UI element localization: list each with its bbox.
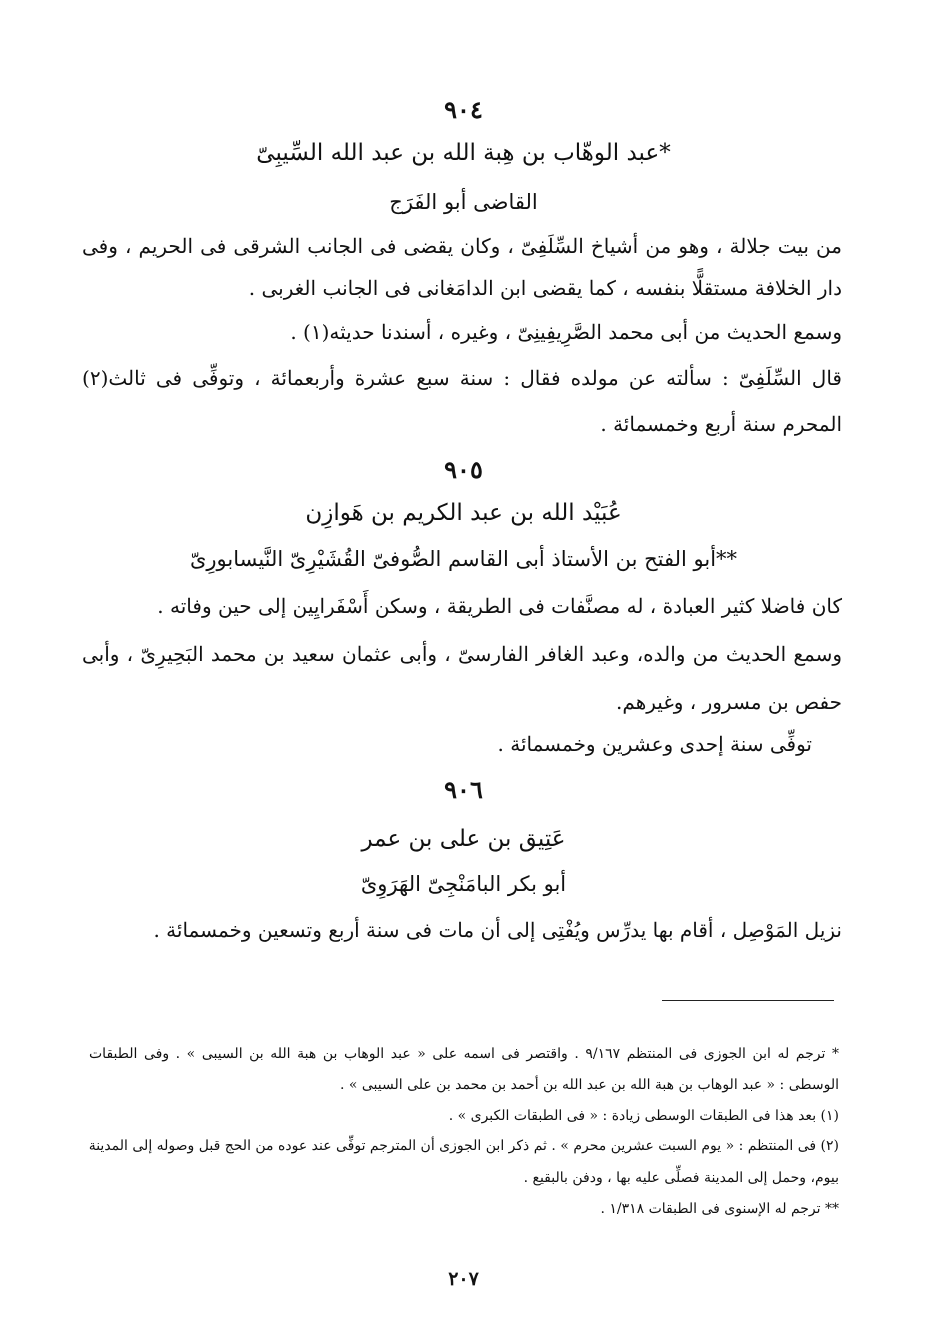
entry-text-line: قال السِّلَفِىّ : سألته عن مولده فقال : سنة سبع عشرة وأربعمائة ، وتوفِّى فى ثالث(٢) — [82, 366, 842, 390]
entry-text-line: وسمع الحديث من أبى محمد الصَّرِيفِينِىّ ، وغيره ، أسندنا حديثه(١) . — [290, 320, 842, 344]
entry-name: عَتِيق بن على بن عمر — [361, 826, 566, 852]
entry-number: ٩٠٦ — [444, 775, 483, 804]
entry-text-line: توفِّى سنة إحدى وعشرين وخمسمائة . — [497, 732, 812, 756]
entry-text-line: حفص بن مسرور ، وغيرهم. — [616, 690, 842, 714]
footnote-line: (١) بعد هذا فى الطبقات الوسطى زيادة : « فى الطبقات الكبرى » . — [448, 1108, 839, 1124]
entry-title: القاضى أبو الفَرَج — [389, 190, 538, 214]
entry-text-line: وسمع الحديث من والده، وعبد الغافر الفارسىّ ، وأبى عثمان سعيد بن محمد البَحِيرِىّ ، وأبى — [82, 642, 842, 666]
entry-text-line: المحرم سنة أربع وخمسمائة . — [600, 412, 842, 436]
footnote-line: بيوم، وحمل إلى المدينة فصلِّى عليه بها ، ودفن بالبقيع . — [523, 1170, 839, 1186]
footnote-line: ** ترجم له الإسنوى فى الطبقات ١/٣١٨ . — [600, 1201, 839, 1217]
entry-text-line: من بيت جلالة ، وهو من أشياخ السِّلَفِىّ ، وكان يقضى فى الجانب الشرقى فى الحريم ، وفى — [82, 234, 842, 258]
footnote-line: الوسطى : « عبد الوهاب بن هبة الله بن عبد الله بن أحمد بن محمد بن على السيبى » . — [339, 1077, 839, 1093]
entry-text-line: دار الخلافة مستقلًّا بنفسه ، كما يقضى ابن الدامَغانى فى الجانب الغربى . — [248, 276, 842, 300]
entry-number: ٩٠٤ — [444, 95, 483, 124]
entry-title: أبو الفتح بن الأستاذ أبى القاسم الصُّوفىّ القُشَيْرِىّ النَّيسابورِىّ** — [189, 547, 738, 571]
footnote-line: * ترجم له ابن الجوزى فى المنتظم ٩/١٦٧ . واقتصر فى اسمه على « عبد الوهاب بن هبة الله بن السيبى » . وفى الطبقات — [89, 1046, 839, 1062]
entry-name: عُبَيْد الله بن عبد الكريم بن هَوازِن — [305, 500, 622, 526]
entry-text-line: نزيل المَوْصِل ، أقام بها يدرِّس ويُفْتِى إلى أن مات فى سنة أربع وتسعين وخمسمائة . — [153, 918, 842, 942]
footnote-rule — [662, 1000, 834, 1001]
entry-number: ٩٠٥ — [444, 455, 483, 484]
entry-name: عبد الوهّاب بن هِبة الله بن عبد الله السِّيبِىّ* — [256, 140, 671, 166]
entry-title: أبو بكر البامَنْجِىّ الهَرَوِىّ — [360, 872, 567, 896]
entry-text-line: كان فاضلا كثير العبادة ، له مصنَّفات فى الطريقة ، وسكن أَسْفَرايِين إلى حين وفاته . — [157, 594, 842, 618]
page-number: ٢٠٧ — [448, 1268, 479, 1290]
footnote-line: (٢) فى المنتظم : « يوم السبت عشرين محرم » . ثم ذكر ابن الجوزى أن المترجم توفِّى عند عوده من الحج قبل وصوله إلى المدينة — [88, 1138, 839, 1154]
